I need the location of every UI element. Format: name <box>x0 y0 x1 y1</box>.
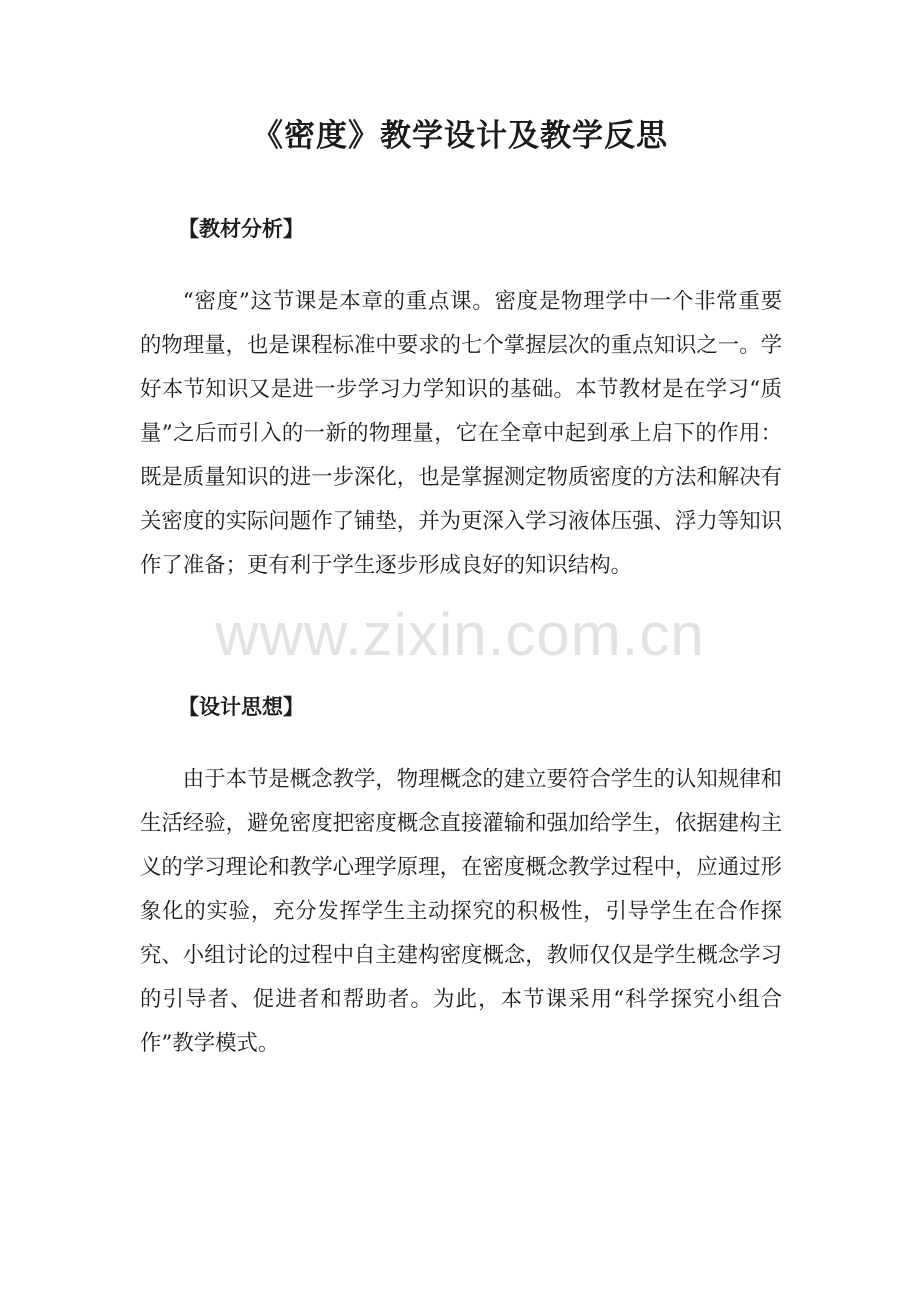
section-heading-material-analysis: 【教材分析】 <box>178 216 304 241</box>
section-heading-design-idea: 【设计思想】 <box>178 694 304 719</box>
section-paragraph-design-idea: 由于本节是概念教学，物理概念的建立要符合学生的认知规律和生活经验，避免密度把密度概念直接灌输和强加给学生，依据建构主义的学习理论和教学心理学原理，在密度概念教学过程中，应通过形象化的实验，充分发挥学生主动探究的积极性，引导学生在合作探究、小组讨论的过程中自主建构密度概念，教师仅仅是学生概念学习的引导者、促进者和帮助者。为此，本节课采用“科学探究小组合作”教学模式。 <box>140 767 782 1056</box>
section-paragraph-material-analysis: “密度”这节课是本章的重点课。密度是物理学中一个非常重要的物理量，也是课程标准中要求的七个掌握层次的重点知识之一。学好本节知识又是进一步学习力学知识的基础。本节教材是在学习“质量”之后而引入的一新的物理量，它在全章中起到承上启下的作用：既是质量知识的进一步深化，也是掌握测定物质密度的方法和解决有关密度的实际问题作了铺垫，并为更深入学习液体压强、浮力等知识作了准备；更有利于学生逐步形成良好的知识结构。 <box>140 289 782 578</box>
document-title: 《密度》教学设计及教学反思 <box>252 118 668 154</box>
watermark-text: www.zixin.com.cn <box>215 601 705 668</box>
